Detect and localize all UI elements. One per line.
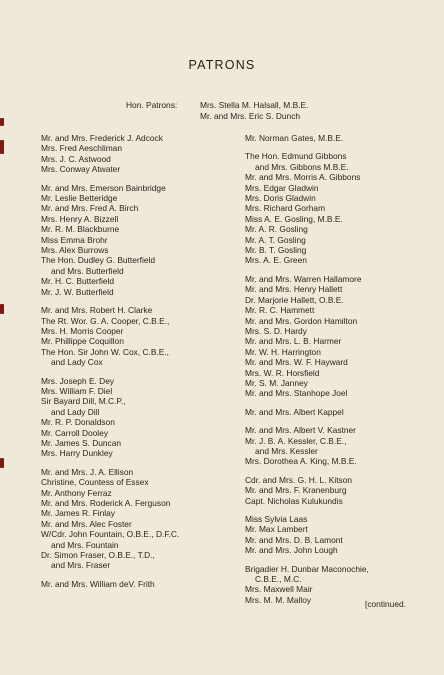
patron-entry [41,550,179,571]
patron-name-continued: and Lady Dill [51,406,100,417]
patron-name: Mr. J. W. Butterfield [41,286,114,297]
patrons-right-column [245,133,369,605]
patron-entry [245,407,369,417]
patron-name: Mr. and Mrs. Henry Hallett [245,284,343,295]
patron-name: Mr. and Mrs. Gordon Hamilton [245,315,358,326]
patron-entry [41,386,179,396]
binding-mark [0,458,4,468]
patron-entry [41,193,179,203]
patron-name: Mr. H. C. Butterfield [41,276,115,287]
honorary-name: Mr. and Mrs. Eric S. Dunch [200,111,301,121]
patrons-left-column [41,133,179,589]
patron-entry [41,183,179,193]
patron-entry [41,203,179,213]
patron-entry [41,316,179,326]
patron-entry [41,519,179,529]
patron-entry [245,347,369,357]
patron-name: Mr. James S. Duncan [41,437,122,448]
patron-name: Sir Bayard Dill, M.C.P., [41,396,126,407]
patron-name: Mr. Carroll Dooley [41,427,109,438]
patron-name: Mr. Norman Gates, M.B.E. [245,133,344,143]
patron-entry [245,151,369,172]
patron-entry [41,347,179,368]
patron-entry [245,245,369,255]
patron-name: Mrs. A. E. Green [245,255,307,266]
patron-entry [245,475,369,485]
patron-entry [41,488,179,498]
patron-name: Mr. and Mrs. D. B. Lamont [245,534,343,545]
patron-name: Mrs. Richard Gorham [245,203,326,214]
patron-entry [245,388,369,398]
patron-name: Mr. and Mrs. F. Kranenburg [245,485,347,496]
patron-name: Mr. and Mrs. Albert Kappel [245,406,344,417]
patron-name: Mrs. H. Morris Cooper [41,325,124,336]
patron-entry [245,336,369,346]
patron-name: Miss Sylvia Laas [245,514,308,524]
patron-name: Mr. Phillippe Coquillon [41,336,124,347]
patron-entry [245,316,369,326]
binding-mark [0,118,4,126]
patron-name: The Hon. Edmund Gibbons [245,151,347,162]
patron-entry [245,514,369,524]
patron-name: Dr. Marjorie Hallett, O.B.E. [245,294,344,305]
patron-name: Mr. and Mrs. John Lough [245,545,338,556]
patron-name: Mrs. Henry A. Bizzell [41,213,119,224]
patron-name: Mrs. Conway Atwater [41,164,121,175]
patron-entry [41,508,179,518]
patron-entry [245,595,369,605]
patron-entry [41,276,179,286]
patron-name-continued: and Mrs. Gibbons M.B.E. [255,161,349,172]
honorary-name: Mrs. Stella M. Halsall, M.B.E. [200,100,309,110]
patron-name: Mr. Anthony Ferraz [41,487,112,498]
binding-mark [0,304,4,314]
patron-entry [245,295,369,305]
patron-entry [245,255,369,265]
continued-note: [continued. [365,599,406,609]
patron-entry [245,524,369,534]
patron-name: Mr. and Mrs. Warren Hallamore [245,273,362,284]
patron-name: Christine, Countess of Essex [41,477,149,488]
patron-entry [245,368,369,378]
patron-entry [245,456,369,466]
patron-name: Mrs. Alex Burrows [41,245,109,256]
patron-name: Brigadier H. Dunbar Maconochie, [245,563,369,574]
patron-name-continued: and Mrs. Fountain [51,539,119,550]
patron-entry [245,326,369,336]
honorary-patrons [126,100,308,122]
patron-name: Mrs. Dorothea A. King, M.B.E. [245,456,357,467]
patron-entry [41,235,179,245]
patron-entry [41,579,179,589]
patron-name: Mr. and Mrs. Robert H. Clarke [41,305,153,316]
patron-entry [41,305,179,315]
patron-entry [245,214,369,224]
patron-name: The Hon. Sir John W. Cox, C.B.E., [41,346,169,357]
patron-name: Capt. Nicholas Kulukundis [245,495,343,506]
patron-entry [41,529,179,550]
patron-name: Mr. Max Lambert [245,524,308,535]
patron-entry [245,378,369,388]
patron-entry [245,193,369,203]
patron-name: Mrs. Harry Dunkley [41,448,113,459]
patron-entry [245,357,369,367]
patron-name: Mr. R. M. Blackburne [41,224,120,235]
binding-mark [0,140,4,154]
patron-name: Mrs. W. R. Horsfield [245,367,320,378]
patron-name: Mr. R. C. Hammett [245,305,315,316]
patron-name: Mr. B. T. Gosling [245,245,307,256]
patron-name-continued: C.B.E., M.C. [255,574,302,585]
patron-name: Mrs. J. C. Astwood [41,153,111,164]
patron-entry [245,133,369,143]
patron-name-continued: and Lady Cox [51,357,103,368]
patron-entry [41,448,179,458]
patron-entry [41,224,179,234]
patron-entry [245,425,369,435]
patron-entry [41,287,179,297]
patron-name: Mr. and Mrs. L. B. Harmer [245,336,342,347]
patron-name: Mr. James R. Finlay [41,508,115,519]
patron-name: Mr. and Mrs. Roderick A. Ferguson [41,498,171,508]
patron-entry [41,467,179,477]
patron-name-continued: and Mrs. Butterfield [51,265,124,276]
patron-name: Dr. Simon Fraser, O.B.E., T.D., [41,550,155,561]
patron-name: Mrs. Joseph E. Dey [41,375,115,386]
patron-name: Mr. A. T. Gosling [245,234,306,245]
patron-name: Mrs. Maxwell Mair [245,584,313,595]
patron-name: Cdr. and Mrs. G. H. L. Kitson [245,474,353,485]
patron-name: Mrs. M. M. Malloy [245,594,312,605]
patron-entry [245,485,369,495]
patron-entry [41,477,179,487]
patron-name: Mrs. Edgar Gladwin [245,182,319,193]
patron-entry [245,235,369,245]
patron-name: Mr. and Mrs. W. F. Hayward [245,357,348,368]
patron-name: Mr. and Mrs. Morris A. Gibbons [245,172,361,183]
patron-name: Mr. and Mrs. Emerson Bainbridge [41,182,166,193]
patron-entry [41,417,179,427]
patron-name: Miss Emma Brohr [41,234,108,245]
patron-name: Mr. and Mrs. Albert V. Kastner [245,425,356,436]
patron-entry [41,428,179,438]
patron-entry [41,214,179,224]
patron-name: Mr. S. M. Janney [245,377,308,388]
patron-entry [245,305,369,315]
patron-name: Mrs. S. D. Hardy [245,325,307,336]
patron-name: W/Cdr. John Fountain, O.B.E., D.F.C. [41,529,180,540]
patron-name: Mr. W. H. Harrington [245,346,321,357]
patron-entry [41,133,179,143]
patron-entry [41,245,179,255]
patron-name: Mrs. William F. Diel [41,385,113,396]
patron-entry [41,396,179,417]
patron-name: Mr. and Mrs. Fred A. Birch [41,203,139,214]
patron-name: Mrs. Fred Aeschliman [41,143,122,154]
patron-entry [41,154,179,164]
patron-name: Mr. J. B. A. Kessler, C.B.E., [245,435,347,446]
patron-entry [245,224,369,234]
patron-entry [245,274,369,284]
patron-entry [245,564,369,585]
patron-entry [41,326,179,336]
patron-name: Mr. and Mrs. Alec Foster [41,518,132,529]
patron-entry [41,336,179,346]
patron-name: Mr. Leslie Betteridge [41,193,118,204]
patron-name-continued: and Mrs. Fraser [51,560,111,571]
patron-entry [245,584,369,594]
patron-entry [245,203,369,213]
patron-entry [41,438,179,448]
patron-entry [41,498,179,508]
patron-entry [245,172,369,182]
patron-name: Mr. and Mrs. J. A. Ellison [41,466,134,477]
patron-name: Mr. and Mrs. William deV. Frith [41,578,155,589]
patron-entry [245,284,369,294]
patron-entry [245,496,369,506]
patron-name: The Hon. Dudley G. Butterfield [41,255,156,266]
patron-entry [245,183,369,193]
patron-entry [245,436,369,457]
patron-entry [41,164,179,174]
honorary-label: Hon. Patrons: [126,100,178,110]
patron-name: Mr. and Mrs. Frederick J. Adcock [41,133,163,143]
patron-name: Mr. R. P. Donaldson [41,417,115,428]
patron-name: Mrs. Doris Gladwin [245,193,316,204]
patron-name: The Rt. Wor. G. A. Cooper, C.B.E., [41,315,170,326]
patron-entry [41,376,179,386]
patron-name: Mr. and Mrs. Stanhope Joel [245,388,348,399]
page-title: PATRONS [188,58,256,72]
patron-entry [41,143,179,153]
patron-entry [245,545,369,555]
patron-name-continued: and Mrs. Kessler [255,445,318,456]
patron-entry [245,535,369,545]
patron-entry [41,255,179,276]
patron-name: Mr. A. R. Gosling [245,224,308,235]
patron-name: Miss A. E. Gosling, M.B.E. [245,213,343,224]
